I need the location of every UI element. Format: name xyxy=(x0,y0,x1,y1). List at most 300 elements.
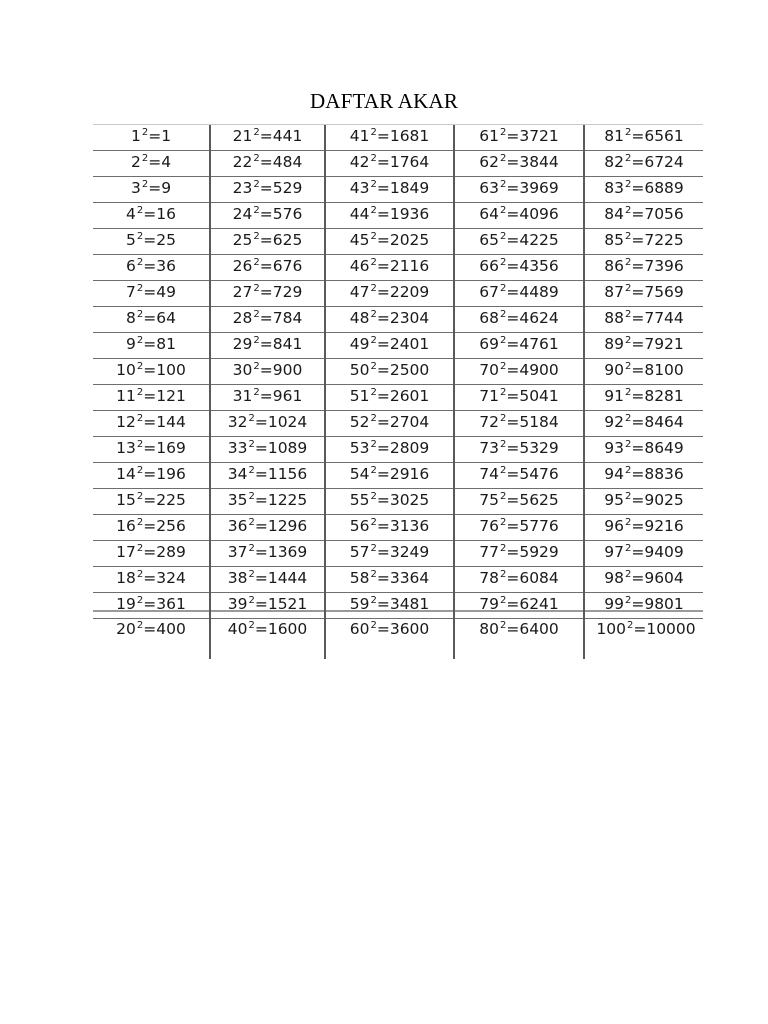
base-number: 70 xyxy=(479,361,499,379)
base-number: 80 xyxy=(479,620,499,638)
table-cell: $80^2=6400$ xyxy=(454,619,584,660)
table-row xyxy=(93,385,703,411)
table-cell: $42^2=1764$ xyxy=(325,151,454,177)
base-number: 57 xyxy=(349,543,370,561)
base-number: 38 xyxy=(227,569,248,587)
table-cell: $2^2=4$ xyxy=(93,151,210,177)
square-value: 2601 xyxy=(389,387,430,405)
base-number: 84 xyxy=(604,205,624,223)
exponent-superscript: 2 xyxy=(136,620,144,631)
table-row xyxy=(93,541,703,567)
square-value: 5184 xyxy=(519,413,559,431)
base-number: 60 xyxy=(349,620,370,638)
base-number: 40 xyxy=(227,620,248,638)
square-value: 7225 xyxy=(644,231,684,249)
square-value: 1225 xyxy=(267,491,308,509)
table-cell: $93^2=8649$ xyxy=(584,437,703,463)
table-cell: $49^2=2401$ xyxy=(325,333,454,359)
table-cell: $21^2=441$ xyxy=(210,125,325,151)
table-cell: $57^2=3249$ xyxy=(325,541,454,567)
base-number: 35 xyxy=(227,491,248,509)
exponent-superscript: 2 xyxy=(370,257,377,268)
base-number: 95 xyxy=(604,491,624,509)
exponent-superscript: 2 xyxy=(370,127,377,138)
base-number: 67 xyxy=(479,283,499,301)
exponent-superscript: 2 xyxy=(499,491,507,502)
square-value: 961 xyxy=(272,387,303,405)
square-value: 9 xyxy=(161,179,172,197)
base-number: 59 xyxy=(349,595,370,613)
table-cell: $31^2=961$ xyxy=(210,385,325,411)
table-cell: $86^2=7396$ xyxy=(584,255,703,281)
square-value: 5776 xyxy=(519,517,559,535)
table-cell: $68^2=4624$ xyxy=(454,307,584,333)
exponent-superscript: 2 xyxy=(624,127,632,138)
table-cell: $77^2=5929$ xyxy=(454,541,584,567)
table-cell: $7^2=49$ xyxy=(93,281,210,307)
base-number: 39 xyxy=(227,595,248,613)
table-cell: $88^2=7744$ xyxy=(584,307,703,333)
exponent-superscript: 2 xyxy=(136,361,144,372)
square-value: 225 xyxy=(156,491,186,509)
exponent-superscript: 2 xyxy=(248,595,255,606)
exponent-superscript: 2 xyxy=(370,153,377,164)
square-value: 1296 xyxy=(267,517,308,535)
base-number: 49 xyxy=(349,335,370,353)
square-value: 7056 xyxy=(644,205,684,223)
square-value: 9604 xyxy=(644,569,684,587)
exponent-superscript: 2 xyxy=(499,569,507,580)
exponent-superscript: 2 xyxy=(370,569,377,580)
table-row xyxy=(93,333,703,359)
square-value: 4489 xyxy=(519,283,559,301)
table-cell: $14^2=196$ xyxy=(93,463,210,489)
square-value: 2116 xyxy=(389,257,430,275)
exponent-superscript: 2 xyxy=(624,257,632,268)
exponent-superscript: 2 xyxy=(499,439,507,450)
table-cell: $83^2=6889$ xyxy=(584,177,703,203)
table-cell: $98^2=9604$ xyxy=(584,567,703,593)
base-number: 56 xyxy=(349,517,370,535)
exponent-superscript: 2 xyxy=(499,127,507,138)
table-cell: $69^2=4761$ xyxy=(454,333,584,359)
base-number: 93 xyxy=(604,439,624,457)
exponent-superscript: 2 xyxy=(370,465,377,476)
square-value: 729 xyxy=(272,283,303,301)
table-cell: $8^2=64$ xyxy=(93,307,210,333)
table-cell: $46^2=2116$ xyxy=(325,255,454,281)
exponent-superscript: 2 xyxy=(624,231,632,242)
table-cell: $75^2=5625$ xyxy=(454,489,584,515)
base-number: 28 xyxy=(232,309,253,327)
square-value: 7396 xyxy=(644,257,684,275)
exponent-superscript: 2 xyxy=(136,283,144,294)
base-number: 7 xyxy=(126,283,136,301)
square-value: 4 xyxy=(161,153,172,171)
base-number: 20 xyxy=(116,620,136,638)
square-value: 256 xyxy=(156,517,186,535)
table-cell: $52^2=2704$ xyxy=(325,411,454,437)
exponent-superscript: 2 xyxy=(136,465,144,476)
table-cell: $63^2=3969$ xyxy=(454,177,584,203)
exponent-superscript: 2 xyxy=(624,465,632,476)
square-value: 676 xyxy=(272,257,303,275)
table-cell: $11^2=121$ xyxy=(93,385,210,411)
table-cell: $96^2=9216$ xyxy=(584,515,703,541)
table-cell: $17^2=289$ xyxy=(93,541,210,567)
square-value: 3600 xyxy=(389,620,430,638)
square-value: 16 xyxy=(156,205,176,223)
base-number: 44 xyxy=(349,205,370,223)
table-cell: $15^2=225$ xyxy=(93,489,210,515)
table-cell: $44^2=1936$ xyxy=(325,203,454,229)
table-cell: $65^2=4225$ xyxy=(454,229,584,255)
table-cell: $87^2=7569$ xyxy=(584,281,703,307)
table-cell: $50^2=2500$ xyxy=(325,359,454,385)
square-value: 196 xyxy=(156,465,186,483)
base-number: 11 xyxy=(116,387,136,405)
table-cell: $39^2=1521$ xyxy=(210,593,325,619)
exponent-superscript: 2 xyxy=(370,205,377,216)
table-row xyxy=(93,229,703,255)
table-cell: $5^2=25$ xyxy=(93,229,210,255)
table-cell: $64^2=4096$ xyxy=(454,203,584,229)
base-number: 87 xyxy=(604,283,624,301)
base-number: 8 xyxy=(126,309,136,327)
square-value: 144 xyxy=(156,413,186,431)
base-number: 86 xyxy=(604,257,624,275)
base-number: 13 xyxy=(116,439,136,457)
exponent-superscript: 2 xyxy=(499,309,507,320)
square-value: 3364 xyxy=(389,569,430,587)
base-number: 17 xyxy=(116,543,136,561)
square-value: 25 xyxy=(156,231,176,249)
table-row xyxy=(93,281,703,307)
exponent-superscript: 2 xyxy=(136,595,144,606)
base-number: 25 xyxy=(232,231,253,249)
square-value: 9025 xyxy=(644,491,684,509)
exponent-superscript: 2 xyxy=(253,179,260,190)
table-cell: $26^2=676$ xyxy=(210,255,325,281)
base-number: 64 xyxy=(479,205,499,223)
table-cell: $55^2=3025$ xyxy=(325,489,454,515)
square-value: 841 xyxy=(272,335,303,353)
square-value: 784 xyxy=(272,309,303,327)
square-value: 2209 xyxy=(389,283,430,301)
square-value: 5041 xyxy=(519,387,559,405)
table-row xyxy=(93,125,703,151)
square-value: 36 xyxy=(156,257,176,275)
table-cell: $35^2=1225$ xyxy=(210,489,325,515)
exponent-superscript: 2 xyxy=(624,361,632,372)
table-cell: $74^2=5476$ xyxy=(454,463,584,489)
exponent-superscript: 2 xyxy=(370,595,377,606)
square-value: 8281 xyxy=(644,387,684,405)
square-value: 1849 xyxy=(389,179,430,197)
square-value: 3025 xyxy=(389,491,430,509)
square-value: 6084 xyxy=(519,569,559,587)
exponent-superscript: 2 xyxy=(626,620,634,631)
base-number: 63 xyxy=(479,179,499,197)
base-number: 55 xyxy=(349,491,370,509)
exponent-superscript: 2 xyxy=(253,127,260,138)
exponent-superscript: 2 xyxy=(253,205,260,216)
base-number: 51 xyxy=(349,387,370,405)
square-value: 2916 xyxy=(389,465,430,483)
square-value: 1444 xyxy=(267,569,308,587)
table-row xyxy=(93,463,703,489)
base-number: 72 xyxy=(479,413,499,431)
table-cell: $89^2=7921$ xyxy=(584,333,703,359)
square-value: 3136 xyxy=(389,517,430,535)
page-title: DAFTAR AKAR xyxy=(309,89,459,113)
table-cell: $29^2=841$ xyxy=(210,333,325,359)
square-value: 4225 xyxy=(519,231,559,249)
table-row xyxy=(93,177,703,203)
squares-table-container xyxy=(93,124,703,638)
square-value: 289 xyxy=(156,543,186,561)
base-number: 9 xyxy=(126,335,136,353)
base-number: 85 xyxy=(604,231,624,249)
square-value: 324 xyxy=(156,569,186,587)
square-value: 64 xyxy=(156,309,176,327)
square-value: 8100 xyxy=(644,361,684,379)
exponent-superscript: 2 xyxy=(253,231,260,242)
table-cell: $79^2=6241$ xyxy=(454,593,584,619)
base-number: 12 xyxy=(116,413,136,431)
table-cell: $53^2=2809$ xyxy=(325,437,454,463)
table-row xyxy=(93,489,703,515)
exponent-superscript: 2 xyxy=(370,335,377,346)
table-row xyxy=(93,437,703,463)
square-value: 1600 xyxy=(267,620,308,638)
table-cell: $85^2=7225$ xyxy=(584,229,703,255)
exponent-superscript: 2 xyxy=(141,179,149,190)
exponent-superscript: 2 xyxy=(624,153,632,164)
table-cell: $27^2=729$ xyxy=(210,281,325,307)
square-value: 6889 xyxy=(644,179,684,197)
exponent-superscript: 2 xyxy=(136,439,144,450)
exponent-superscript: 2 xyxy=(253,309,260,320)
square-value: 2500 xyxy=(389,361,430,379)
square-value: 1681 xyxy=(389,127,430,145)
exponent-superscript: 2 xyxy=(499,179,507,190)
exponent-superscript: 2 xyxy=(248,439,255,450)
base-number: 79 xyxy=(479,595,499,613)
exponent-superscript: 2 xyxy=(248,517,255,528)
table-cell: $41^2=1681$ xyxy=(325,125,454,151)
base-number: 54 xyxy=(349,465,370,483)
exponent-superscript: 2 xyxy=(370,543,377,554)
square-value: 2025 xyxy=(389,231,430,249)
exponent-superscript: 2 xyxy=(499,205,507,216)
square-value: 4356 xyxy=(519,257,559,275)
base-number: 90 xyxy=(604,361,624,379)
base-number: 2 xyxy=(130,153,141,171)
table-cell: $40^2=1600$ xyxy=(210,619,325,660)
table-cell: $95^2=9025$ xyxy=(584,489,703,515)
base-number: 43 xyxy=(349,179,370,197)
base-number: 27 xyxy=(232,283,253,301)
base-number: 26 xyxy=(232,257,253,275)
table-cell: $81^2=6561$ xyxy=(584,125,703,151)
exponent-superscript: 2 xyxy=(253,361,260,372)
base-number: 76 xyxy=(479,517,499,535)
base-number: 32 xyxy=(227,413,248,431)
table-row xyxy=(93,359,703,385)
exponent-superscript: 2 xyxy=(499,413,507,424)
exponent-superscript: 2 xyxy=(248,413,255,424)
exponent-superscript: 2 xyxy=(624,413,632,424)
base-number: 53 xyxy=(349,439,370,457)
base-number: 22 xyxy=(232,153,253,171)
square-value: 3249 xyxy=(389,543,430,561)
exponent-superscript: 2 xyxy=(499,543,507,554)
square-value: 8464 xyxy=(644,413,684,431)
base-number: 66 xyxy=(479,257,499,275)
square-value: 1369 xyxy=(267,543,308,561)
square-value: 6241 xyxy=(519,595,559,613)
base-number: 31 xyxy=(232,387,253,405)
base-number: 73 xyxy=(479,439,499,457)
base-number: 81 xyxy=(604,127,624,145)
table-cell: $70^2=4900$ xyxy=(454,359,584,385)
base-number: 98 xyxy=(604,569,624,587)
square-value: 3969 xyxy=(519,179,559,197)
table-row xyxy=(93,515,703,541)
base-number: 18 xyxy=(116,569,136,587)
table-cell: $12^2=144$ xyxy=(93,411,210,437)
square-value: 576 xyxy=(272,205,303,223)
table-row xyxy=(93,593,703,619)
square-value: 2304 xyxy=(389,309,430,327)
square-value: 121 xyxy=(156,387,186,405)
square-value: 2704 xyxy=(389,413,430,431)
square-value: 4096 xyxy=(519,205,559,223)
table-cell: $6^2=36$ xyxy=(93,255,210,281)
table-row xyxy=(93,307,703,333)
base-number: 10 xyxy=(116,361,136,379)
square-value: 2401 xyxy=(389,335,430,353)
squares-table-body xyxy=(93,125,703,659)
base-number: 94 xyxy=(604,465,624,483)
exponent-superscript: 2 xyxy=(499,387,507,398)
exponent-superscript: 2 xyxy=(370,231,377,242)
base-number: 36 xyxy=(227,517,248,535)
exponent-superscript: 2 xyxy=(624,543,632,554)
table-cell: $25^2=625$ xyxy=(210,229,325,255)
table-cell: $1^2=1$ xyxy=(93,125,210,151)
base-number: 6 xyxy=(126,257,136,275)
base-number: 4 xyxy=(126,205,136,223)
table-cell: $36^2=1296$ xyxy=(210,515,325,541)
base-number: 16 xyxy=(116,517,136,535)
square-value: 3481 xyxy=(389,595,430,613)
square-value: 8836 xyxy=(644,465,684,483)
table-cell: $20^2=400$ xyxy=(116,620,186,638)
exponent-superscript: 2 xyxy=(624,491,632,502)
square-value: 900 xyxy=(272,361,303,379)
square-value: 4900 xyxy=(519,361,559,379)
exponent-superscript: 2 xyxy=(136,569,144,580)
base-number: 45 xyxy=(349,231,370,249)
square-value: 625 xyxy=(272,231,303,249)
table-cell: $58^2=3364$ xyxy=(325,567,454,593)
table-cell: $3^2=9$ xyxy=(93,177,210,203)
table-row xyxy=(93,255,703,281)
base-number: 89 xyxy=(604,335,624,353)
square-value: 1764 xyxy=(389,153,430,171)
base-number: 14 xyxy=(116,465,136,483)
table-cell: $37^2=1369$ xyxy=(210,541,325,567)
exponent-superscript: 2 xyxy=(141,153,149,164)
exponent-superscript: 2 xyxy=(370,517,377,528)
exponent-superscript: 2 xyxy=(499,153,507,164)
square-value: 9801 xyxy=(644,595,684,613)
exponent-superscript: 2 xyxy=(624,517,632,528)
table-cell: $73^2=5329$ xyxy=(454,437,584,463)
square-value: 1156 xyxy=(267,465,308,483)
square-value: 6400 xyxy=(519,620,559,638)
base-number: 24 xyxy=(232,205,253,223)
table-cell: $100^2=10000$ xyxy=(584,619,703,660)
square-value: 169 xyxy=(156,439,186,457)
exponent-superscript: 2 xyxy=(499,465,507,476)
base-number: 97 xyxy=(604,543,624,561)
table-cell: $78^2=6084$ xyxy=(454,567,584,593)
table-row xyxy=(93,619,703,660)
exponent-superscript: 2 xyxy=(624,387,632,398)
table-cell: $91^2=8281$ xyxy=(584,385,703,411)
square-value: 81 xyxy=(156,335,176,353)
base-number: 48 xyxy=(349,309,370,327)
square-value: 1936 xyxy=(389,205,430,223)
table-cell: $66^2=4356$ xyxy=(454,255,584,281)
square-value: 5329 xyxy=(519,439,559,457)
base-number: 30 xyxy=(232,361,253,379)
table-cell: $76^2=5776$ xyxy=(454,515,584,541)
square-value: 4624 xyxy=(519,309,559,327)
square-value: 4761 xyxy=(519,335,559,353)
exponent-superscript: 2 xyxy=(136,231,144,242)
squares-table xyxy=(93,125,703,659)
exponent-superscript: 2 xyxy=(136,335,144,346)
square-value: 100 xyxy=(156,361,186,379)
table-cell: $4^2=16$ xyxy=(93,203,210,229)
base-number: 23 xyxy=(232,179,253,197)
table-cell: $38^2=1444$ xyxy=(210,567,325,593)
base-number: 1 xyxy=(130,127,141,145)
exponent-superscript: 2 xyxy=(499,283,507,294)
base-number: 47 xyxy=(349,283,370,301)
table-cell: $92^2=8464$ xyxy=(584,411,703,437)
table-cell: $48^2=2304$ xyxy=(325,307,454,333)
square-value: 6561 xyxy=(644,127,684,145)
base-number: 83 xyxy=(604,179,624,197)
table-cell: $62^2=3844$ xyxy=(454,151,584,177)
square-value: 3844 xyxy=(519,153,559,171)
base-number: 74 xyxy=(479,465,499,483)
square-value: 6724 xyxy=(644,153,684,171)
table-cell: $67^2=4489$ xyxy=(454,281,584,307)
exponent-superscript: 2 xyxy=(370,620,377,631)
square-value: 1521 xyxy=(267,595,308,613)
exponent-superscript: 2 xyxy=(499,231,507,242)
exponent-superscript: 2 xyxy=(370,283,377,294)
table-cell: $22^2=484$ xyxy=(210,151,325,177)
table-cell: $18^2=324$ xyxy=(93,567,210,593)
table-cell: $72^2=5184$ xyxy=(454,411,584,437)
